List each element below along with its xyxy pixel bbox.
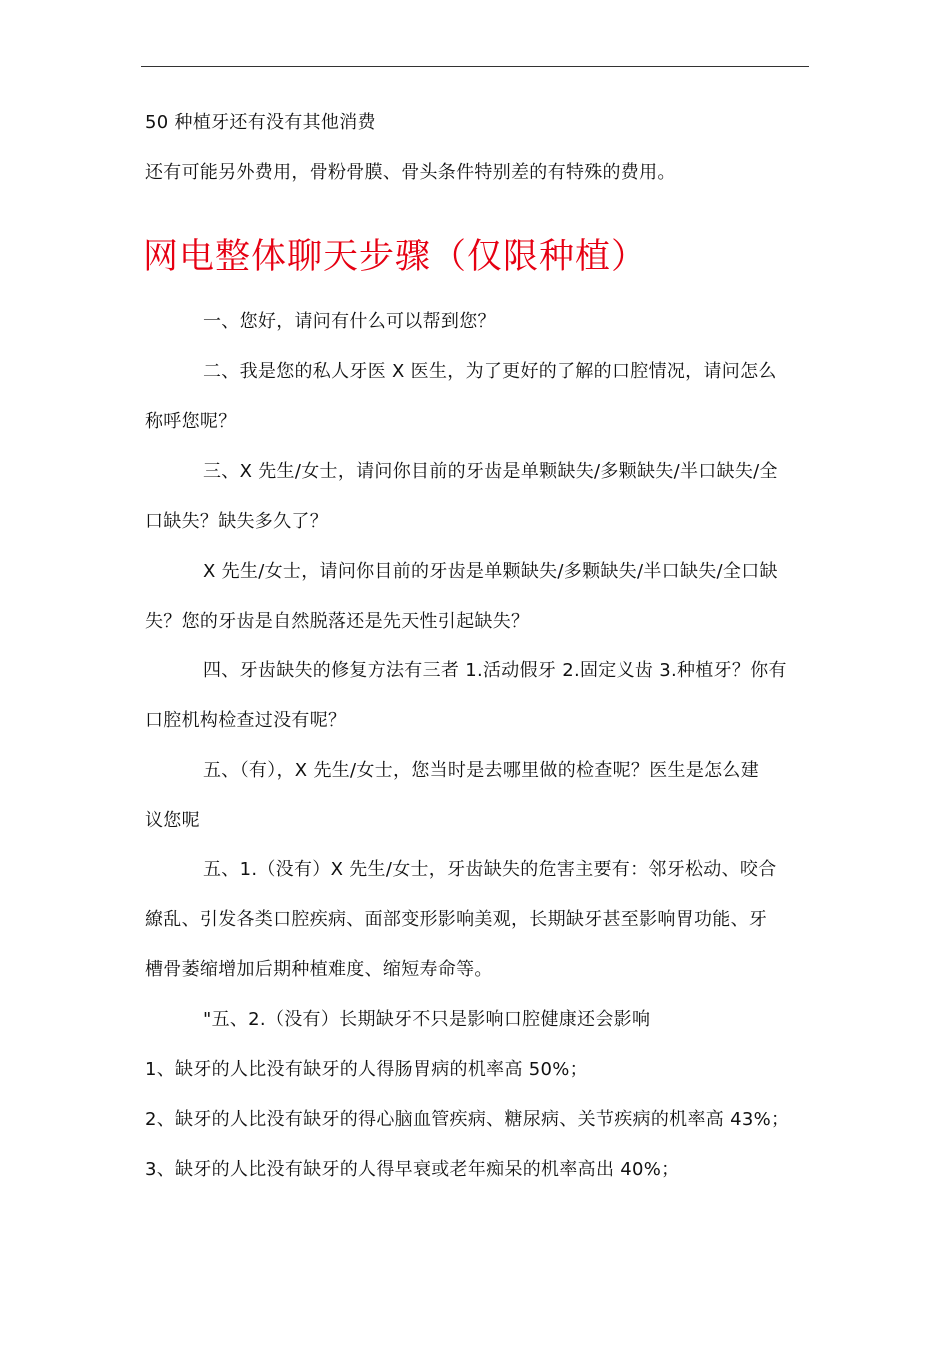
step-4-line-1: 四、牙齿缺失的修复方法有三者 1.活动假牙 2.固定义齿 3.种植牙？你有	[203, 660, 787, 681]
step-5-line-1: 五、（有），X 先生/女士，您当时是去哪里做的检查呢？医生是怎么建	[203, 760, 760, 781]
section-title: 网电整体聊天步骤（仅限种植）	[143, 237, 648, 277]
step-5-line-2: 议您呢	[145, 810, 200, 831]
step-3-line-1: 三、X 先生/女士，请问你目前的牙齿是单颗缺失/多颗缺失/半口缺失/全	[203, 461, 778, 482]
step-1: 一、您好，请问有什么可以帮到您？	[203, 311, 496, 332]
point-2: 2、缺牙的人比没有缺牙的得心脑血管疾病、糖尿病、关节疾病的机率高 43%；	[145, 1109, 790, 1130]
point-3: 3、缺牙的人比没有缺牙的人得早衰或老年痴呆的机率高出 40%；	[145, 1159, 680, 1180]
answer-50: 还有可能另外费用，骨粉骨膜、骨头条件特别差的有特殊的费用。	[145, 162, 676, 183]
step-4-line-2: 口腔机构检查过没有呢？	[145, 710, 347, 731]
step-2-line-2: 称呼您呢？	[145, 411, 237, 432]
step-5-2: "五、2.（没有）长期缺牙不只是影响口腔健康还会影响	[203, 1009, 651, 1030]
step-5-1-line-3: 槽骨萎缩增加后期种植难度、缩短寿命等。	[145, 959, 493, 980]
step-3b-line-2: 失？您的牙齿是自然脱落还是先天性引起缺失？	[145, 611, 530, 632]
step-5-1-line-1: 五、1.（没有）X 先生/女士，牙齿缺失的危害主要有：邻牙松动、咬合	[203, 859, 777, 880]
question-50: 50 种植牙还有没有其他消费	[145, 112, 376, 133]
step-2-line-1: 二、我是您的私人牙医 X 医生，为了更好的了解的口腔情况，请问怎么	[203, 361, 777, 382]
step-3b-line-1: X 先生/女士，请问你目前的牙齿是单颗缺失/多颗缺失/半口缺失/全口缺	[203, 561, 778, 582]
step-5-1-line-2: 繚乱、引发各类口腔疾病、面部变形影响美观，长期缺牙甚至影响胃功能、牙	[145, 909, 768, 930]
point-1: 1、缺牙的人比没有缺牙的人得肠胃病的机率高 50%；	[145, 1059, 588, 1080]
step-3-line-2: 口缺失？缺失多久了？	[145, 511, 328, 532]
header-rule	[141, 66, 809, 67]
